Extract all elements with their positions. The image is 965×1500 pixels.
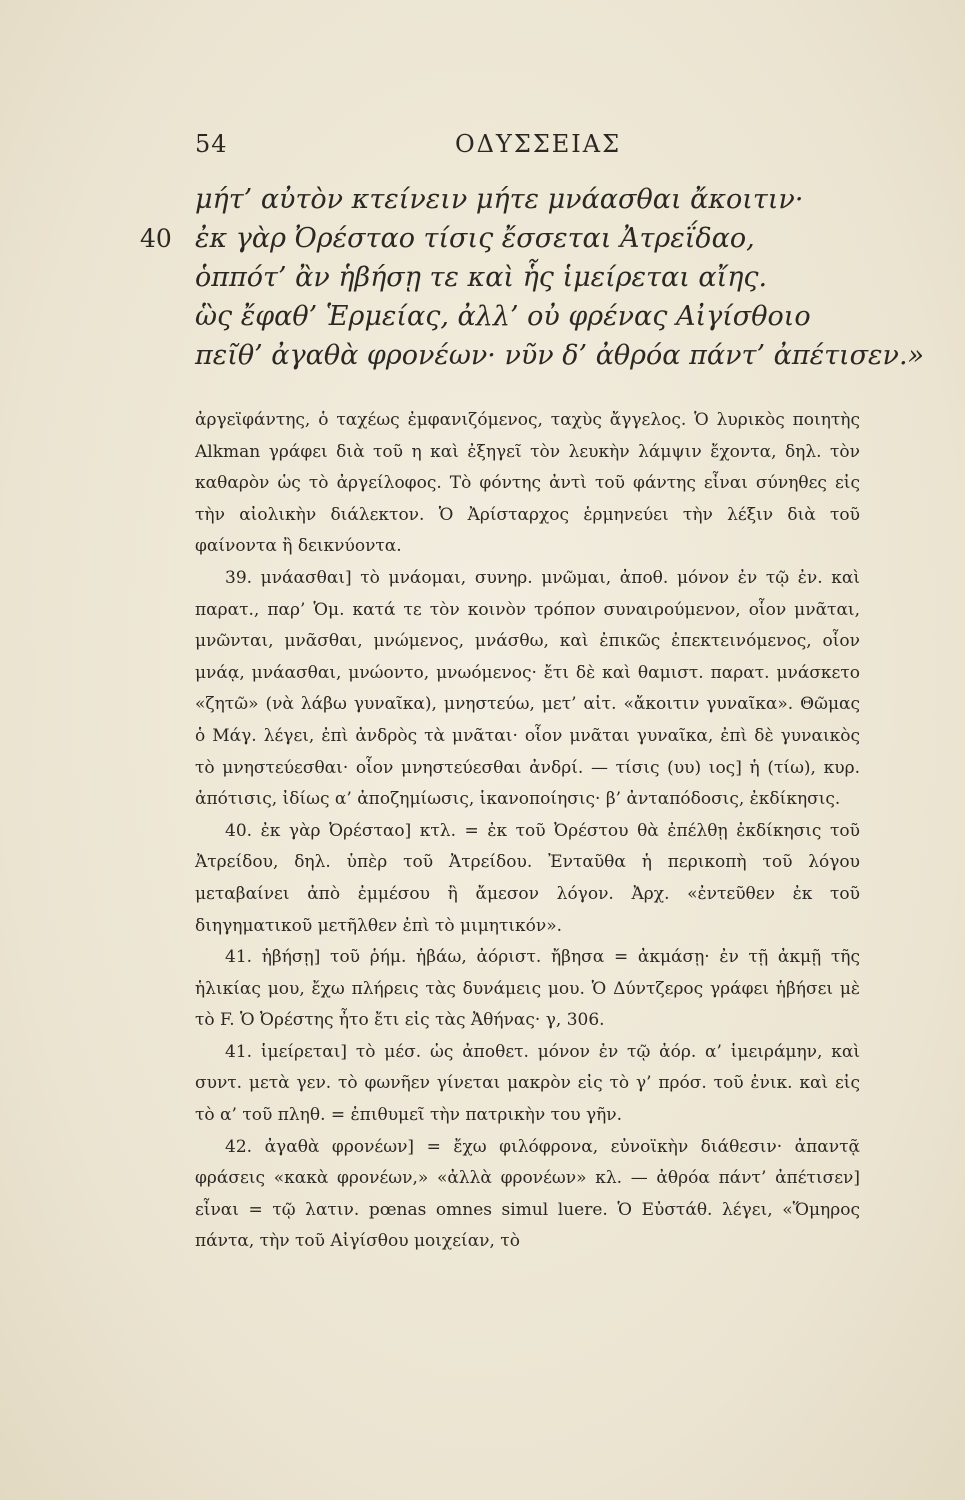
verse-text: πεῖθ’ ἀγαθὰ φρονέων· νῦν δ’ ἀθρόα πάντ’ ἀπέτισεν.» bbox=[195, 340, 925, 371]
verse-text: ἐκ γὰρ Ὀρέσταο τίσις ἔσσεται Ἀτρεΐδαο, bbox=[195, 223, 755, 254]
verse-line bbox=[0, 258, 965, 297]
verse-line bbox=[0, 297, 965, 336]
verse-line bbox=[0, 219, 965, 258]
verse-text: μήτ’ αὐτὸν κτείνειν μήτε μνάασθαι ἄκοιτιν· bbox=[195, 184, 804, 215]
verse-block bbox=[0, 180, 965, 375]
verse-text: ὁππότ’ ἂν ἡβήσῃ τε καὶ ἧς ἱμείρεται αἴης. bbox=[195, 262, 768, 293]
verse-line bbox=[0, 336, 965, 375]
commentary-paragraph: ἀργεϊφάντης, ὁ ταχέως ἐμφανιζόμενος, ταχὺς ἄγγελος. Ὁ λυρικὸς ποιητὴς Alkman γράφει διὰ τοῦ η καὶ ἐξηγεῖ τὸν λευκὴν λάμψιν ἔχοντα, δηλ. τὸν καθαρὸν ὡς τὸ ἀργείλοφος. Τὸ φόντης ἀντὶ τοῦ φάντης εἶναι σύνηθες εἰς τὴν αἰολικὴν διάλεκτον. Ὁ Ἀρίσταρχος ἑρμηνεύει τὴν λέξιν διὰ τοῦ φαίνοντα ἢ δεικνύοντα. bbox=[195, 410, 860, 557]
commentary-paragraph: 41. ἱμείρεται] τὸ μέσ. ὡς ἀποθετ. μόνον ἐν τῷ ἀόρ. α’ ἱμειράμην, καὶ συντ. μετὰ γεν. τὸ φωνῆεν γίνεται μακρὸν εἰς τὸ γ’ πρόσ. τοῦ ἐνικ. καὶ εἰς τὸ α’ τοῦ πληθ. = ἐπιθυμεῖ τὴν πατρικὴν του γῆν. bbox=[195, 1041, 860, 1126]
commentary-block bbox=[195, 405, 860, 1258]
verse-text: ὣς ἔφαθ’ Ἑρμείας, ἀλλ’ οὐ φρένας Αἰγίσθοιο bbox=[195, 301, 811, 332]
page-header bbox=[195, 130, 860, 170]
commentary-paragraph: 42. ἀγαθὰ φρονέων] = ἔχω φιλόφρονα, εὐνοϊκὴν διάθεσιν· ἀπαντᾷ φράσεις «κακὰ φρονέων,» «ἀλλὰ φρονέων» κλ. — ἀθρόα πάντ’ ἀπέτισεν] εἶναι = τῷ λατιν. pœnas omnes simul luere. Ὁ Εὐστάθ. λέγει, «Ὅμηρος πάντα, τὴν τοῦ Αἰγίσθου μοιχείαν, τὸ bbox=[195, 1136, 860, 1252]
commentary-paragraph: 40. ἐκ γὰρ Ὀρέσταο] κτλ. = ἐκ τοῦ Ὀρέστου θὰ ἐπέλθῃ ἐκδίκησις τοῦ Ἀτρείδου, δηλ. ὑπὲρ τοῦ Ἀτρείδου. Ἐνταῦθα ἡ περικοπὴ τοῦ λόγου μεταβαίνει ἀπὸ ἐμμέσου ἢ ἄμεσον λόγον. Ἀρχ. «ἐντεῦθεν ἐκ τοῦ διηγηματικοῦ μετῆλθεν ἐπὶ τὸ μιμητικόν». bbox=[195, 820, 860, 936]
verse-line bbox=[0, 180, 965, 219]
page-number: 54 bbox=[195, 130, 228, 158]
commentary-paragraph: 39. μνάασθαι] τὸ μνάομαι, συνηρ. μνῶμαι, ἀποθ. μόνον ἐν τῷ ἐν. καὶ παρατ., παρ’ Ὁμ. κατά τε τὸν κοινὸν τρόπον συναιρούμενον, οἷον μνᾶται, μνῶνται, μνᾶσθαι, μνώμενος, μνάσθω, καὶ ἐπικῶς ἐπεκτεινόμενος, οἷον μνάᾳ, μνάασθαι, μνώοντο, μνωόμενος· ἔτι δὲ καὶ θαμιστ. παρατ. μνάσκετο «ζητῶ» (νὰ λάβω γυναῖκα), μνηστεύω, μετ’ αἰτ. «ἄκοιτιν γυναῖκα». Θῶμας ὁ Μάγ. λέγει, ἐπὶ ἀνδρὸς τὰ μνᾶται· οἷον μνᾶται γυναῖκα, ἐπὶ δὲ γυναικὸς τὸ μνηστεύεσθαι· οἷον μνηστεύεσθαι ἀνδρί. — τίσις (υυ) ιος] ἡ (τίω), κυρ. ἀπότισις, ἰδίως α’ ἀποζημίωσις, ἱκανοποίησις· β’ ἀνταπόδοσις, ἐκδίκησις. bbox=[195, 567, 860, 810]
verse-line-number: 40 bbox=[140, 224, 172, 253]
running-title: ΟΔΥΣΣΕΙΑΣ bbox=[455, 130, 622, 158]
commentary-paragraph: 41. ἡβήσῃ] τοῦ ῥήμ. ἡβάω, ἀόριστ. ἤβησα = ἀκμάσῃ· ἐν τῇ ἀκμῇ τῆς ἡλικίας μου, ἔχω πλήρεις τὰς δυνάμεις μου. Ὁ Δύντζερος γράφει ἡβήσει μὲ τὸ F. Ὁ Ὀρέστης ἦτο ἔτι εἰς τὰς Ἀθήνας· γ, 306. bbox=[195, 947, 860, 1031]
